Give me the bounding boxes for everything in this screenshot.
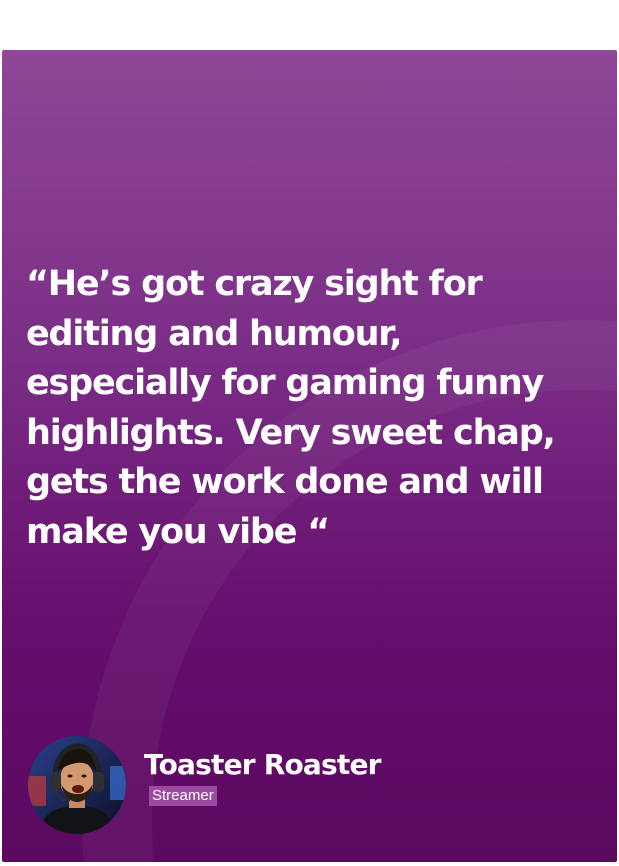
quote-line: editing and humour, <box>26 313 402 354</box>
quote-line: make you vibe “ <box>26 511 330 552</box>
quote-line: gets the work done and will <box>26 462 543 502</box>
testimonial-quote <box>26 260 606 557</box>
testimonial-card <box>2 50 617 862</box>
author-name: Toaster Roaster <box>144 748 381 781</box>
quote-line: “He’s got crazy sight for <box>26 264 482 304</box>
avatar <box>28 736 126 834</box>
quote-line: highlights. Very sweet chap, <box>26 412 555 453</box>
quote-line: especially for gaming funny <box>26 363 544 403</box>
author-block <box>28 736 588 834</box>
author-role-badge: Streamer <box>149 786 217 806</box>
avatar-image <box>28 736 126 834</box>
